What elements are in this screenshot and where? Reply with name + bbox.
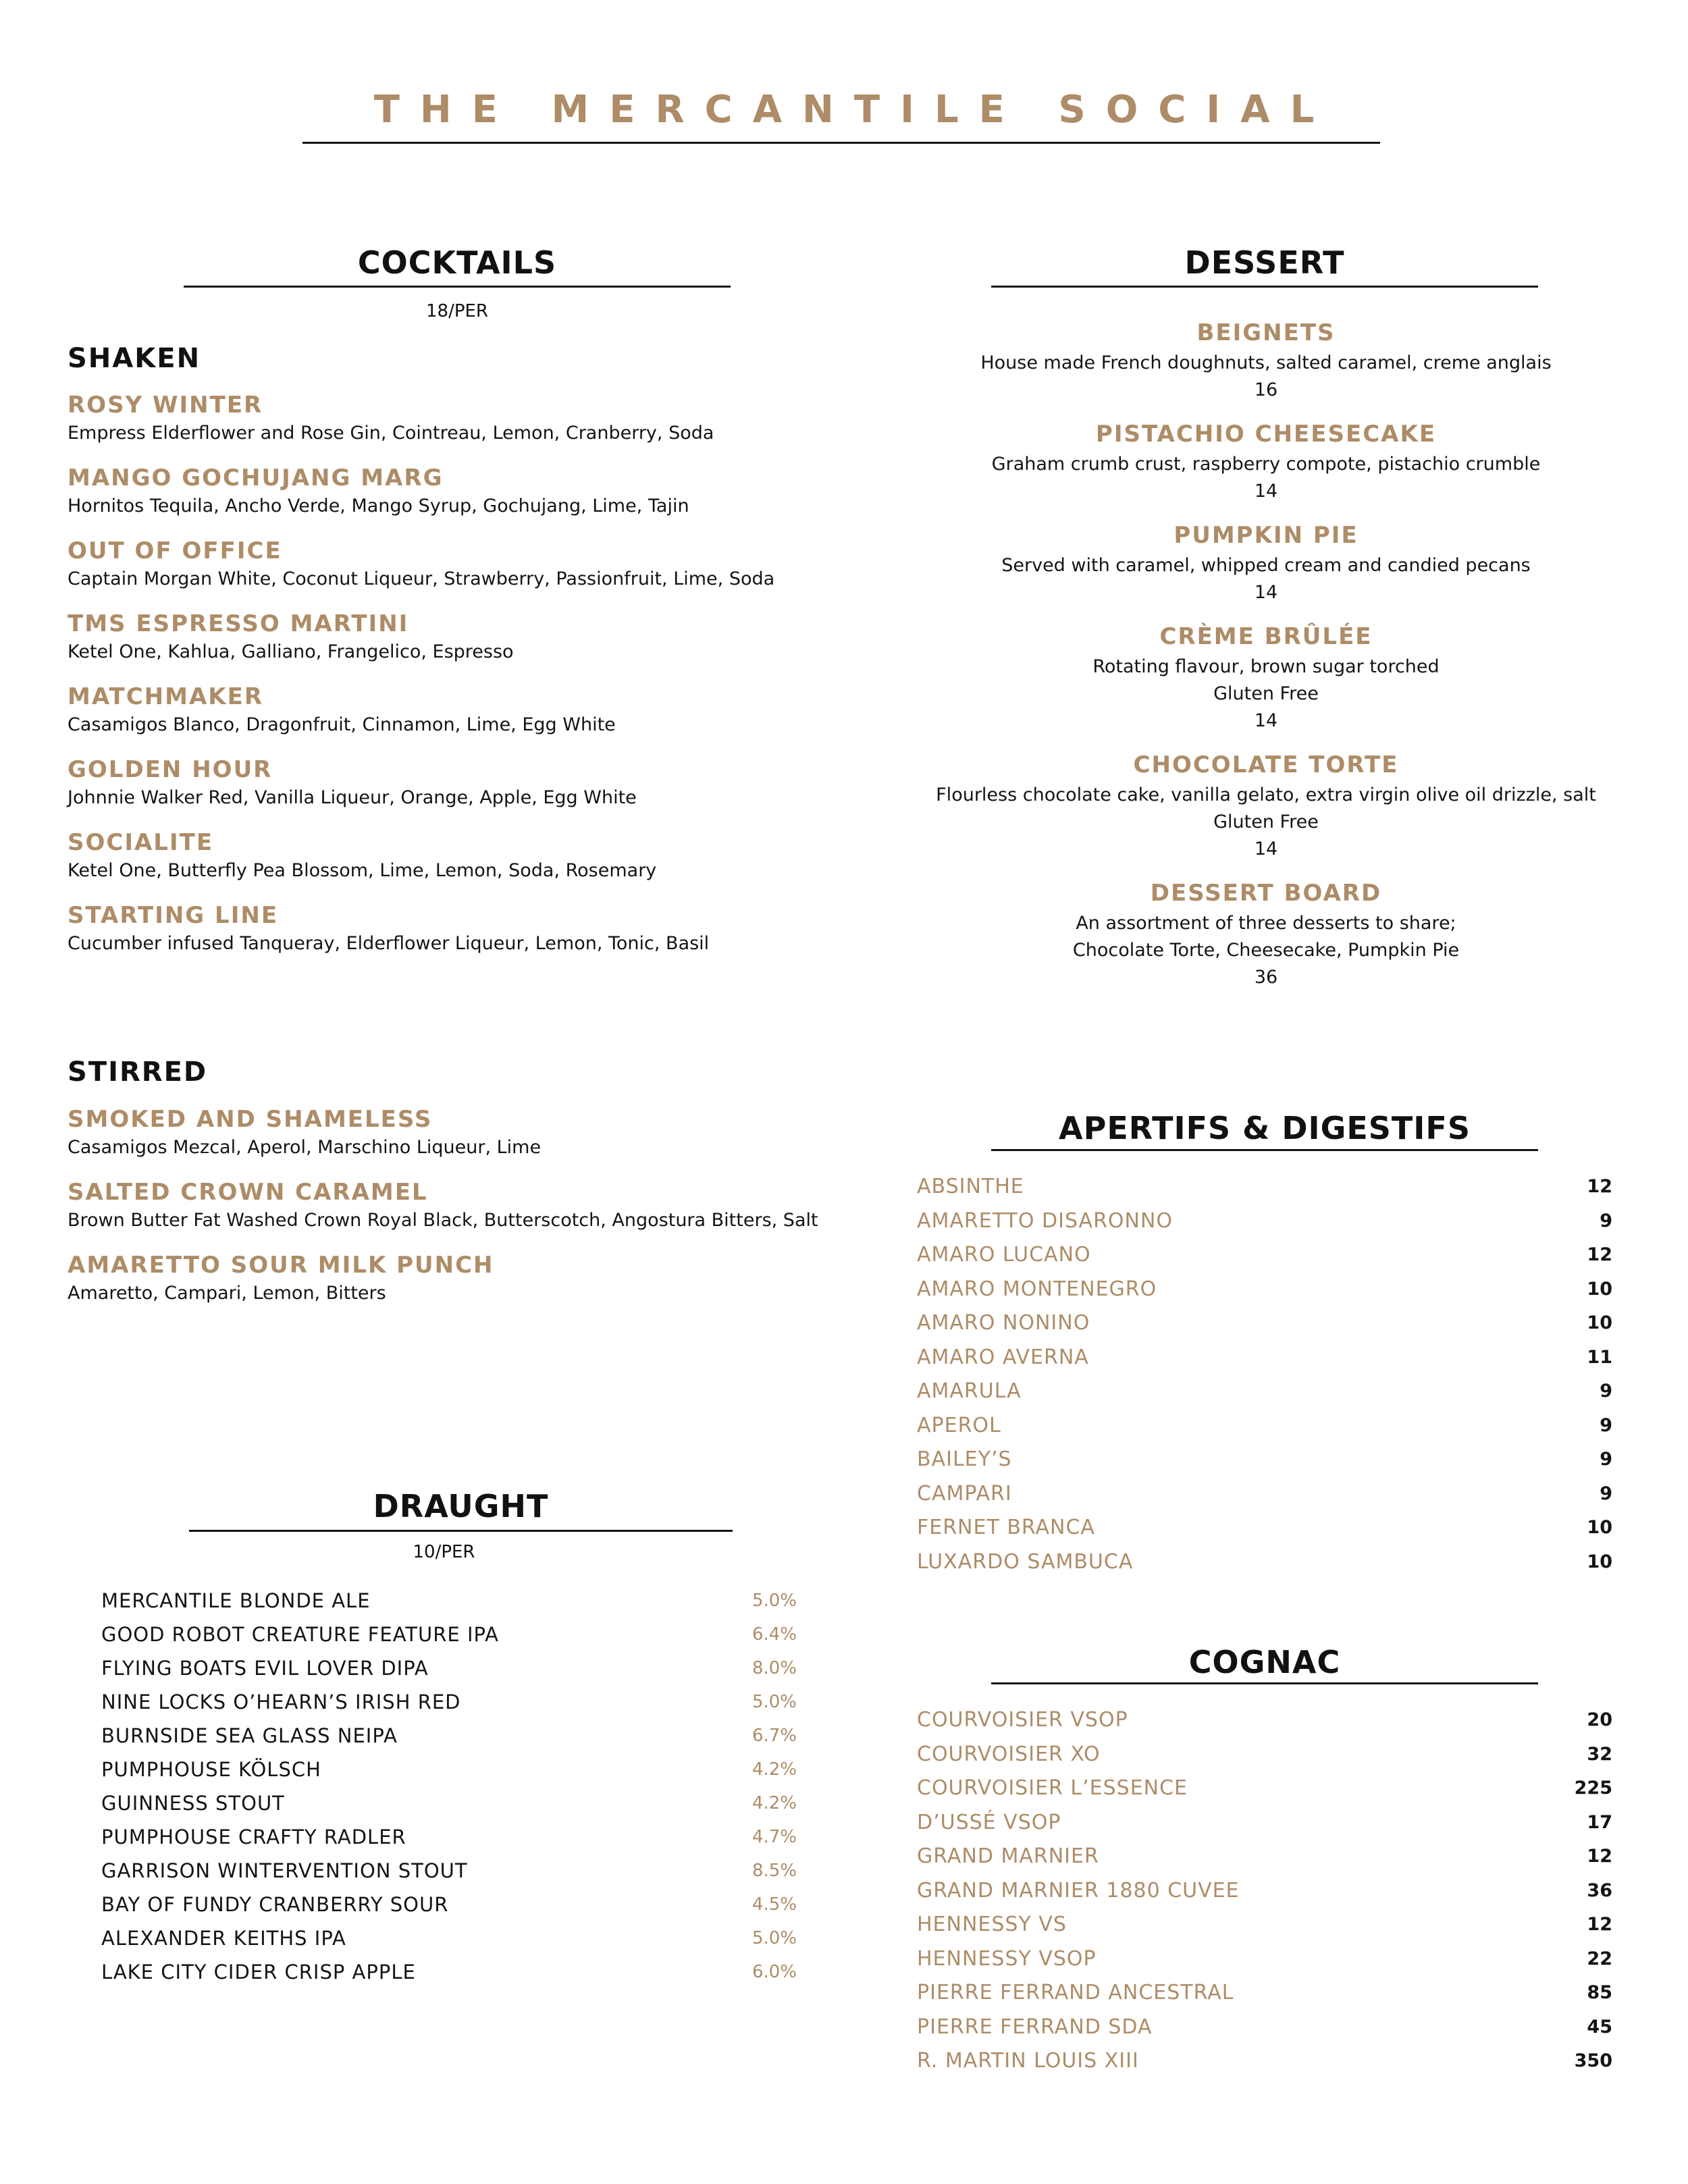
- spirit-price: 9: [1600, 1381, 1612, 1402]
- apertifs-row: [917, 1545, 1612, 1580]
- spirit-name: AMARO NONINO: [917, 1311, 1090, 1335]
- beer-name: LAKE CITY CIDER CRISP APPLE: [101, 1961, 416, 1983]
- spirit-price: 10: [1587, 1312, 1612, 1333]
- beer-name: BURNSIDE SEA GLASS NEIPA: [101, 1724, 398, 1747]
- dessert-item: [878, 417, 1654, 505]
- cognac-row: [917, 1772, 1612, 1806]
- apertifs-row: [917, 1409, 1612, 1443]
- beer-abv: 6.7%: [751, 1726, 797, 1746]
- apertifs-list: [917, 1170, 1612, 1579]
- spirit-name: AMARO AVERNA: [917, 1345, 1089, 1369]
- draught-row: [101, 1888, 797, 1921]
- draught-row: [101, 1955, 797, 1989]
- apertifs-row: [917, 1443, 1612, 1477]
- cocktail-item: [68, 901, 878, 974]
- spirit-price: 10: [1587, 1278, 1612, 1300]
- dessert-note: Gluten Free: [1213, 811, 1319, 832]
- cocktail-name: SOCIALITE: [68, 829, 214, 856]
- spirit-name: COURVOISIER XO: [917, 1742, 1101, 1766]
- dessert-note: Gluten Free: [1213, 683, 1319, 704]
- draught-title: DRAUGHT: [373, 1488, 549, 1524]
- apertifs-title: APERTIFS & DIGESTIFS: [1059, 1110, 1471, 1146]
- cocktail-name: AMARETTO SOUR MILK PUNCH: [68, 1252, 494, 1279]
- cocktail-item: [68, 1104, 878, 1177]
- cocktail-name: GOLDEN HOUR: [68, 756, 273, 783]
- spirit-name: CAMPARI: [917, 1481, 1012, 1506]
- spirit-name: AMARO MONTENEGRO: [917, 1277, 1157, 1301]
- cocktail-item: [68, 682, 878, 755]
- spirit-price: 20: [1587, 1709, 1612, 1730]
- beer-abv: 5.0%: [751, 1591, 797, 1611]
- beer-name: PUMPHOUSE KÖLSCH: [101, 1758, 321, 1781]
- cognac-row: [917, 2010, 1612, 2045]
- apertifs-row: [917, 1273, 1612, 1307]
- draught-row: [101, 1786, 797, 1820]
- restaurant-title: THE MERCANTILE SOCIAL: [373, 88, 1335, 132]
- dessert-title: DESSERT: [1184, 244, 1345, 281]
- cognac-row: [917, 1738, 1612, 1772]
- spirit-name: ABSINTHE: [917, 1175, 1024, 1198]
- spirit-name: FERNET BRANCA: [917, 1516, 1095, 1539]
- dessert-list: [878, 316, 1654, 1005]
- spirit-name: AMARETTO DISARONNO: [917, 1208, 1173, 1233]
- cocktail-item: [68, 463, 878, 536]
- dessert-name: CHOCOLATE TORTE: [1133, 751, 1399, 778]
- draught-row: [101, 1618, 797, 1651]
- draught-divider: [189, 1530, 733, 1532]
- apertifs-divider: [991, 1149, 1538, 1151]
- apertifs-row: [917, 1511, 1612, 1545]
- spirit-price: 85: [1587, 1982, 1612, 2003]
- draught-row: [101, 1820, 797, 1854]
- stirred-list: [68, 1104, 878, 1323]
- spirit-price: 12: [1587, 1176, 1612, 1197]
- spirit-name: D’USSÉ VSOP: [917, 1810, 1061, 1834]
- spirit-price: 9: [1600, 1483, 1612, 1504]
- spirit-price: 32: [1587, 1743, 1612, 1765]
- dessert-item: [878, 316, 1654, 404]
- beer-name: PUMPHOUSE CRAFTY RADLER: [101, 1826, 406, 1848]
- spirit-price: 10: [1587, 1551, 1612, 1572]
- dessert-item: [878, 620, 1654, 735]
- beer-name: BAY OF FUNDY CRANBERRY SOUR: [101, 1893, 449, 1916]
- draught-row: [101, 1584, 797, 1618]
- dessert-price: 14: [1254, 582, 1278, 603]
- cognac-row: [917, 1976, 1612, 2010]
- spirit-name: COURVOISIER L’ESSENCE: [917, 1776, 1188, 1800]
- apertifs-row: [917, 1341, 1612, 1375]
- cocktail-description: Ketel One, Kahlua, Galliano, Frangelico, Espresso: [68, 641, 514, 662]
- cognac-row: [917, 1874, 1612, 1909]
- dessert-description: House made French doughnuts, salted caramel, creme anglais: [980, 352, 1552, 373]
- cocktail-item: [68, 390, 878, 463]
- beer-name: GUINNESS STOUT: [101, 1792, 285, 1815]
- title-divider: [302, 142, 1380, 144]
- cocktail-name: MATCHMAKER: [68, 683, 264, 710]
- apertifs-row: [917, 1204, 1612, 1239]
- spirit-name: GRAND MARNIER 1880 CUVEE: [917, 1878, 1240, 1902]
- draught-list: [101, 1584, 797, 1989]
- apertifs-row: [917, 1306, 1612, 1341]
- dessert-note: Chocolate Torte, Cheesecake, Pumpkin Pie: [1072, 940, 1460, 961]
- cocktail-item: [68, 755, 878, 828]
- dessert-price: 14: [1254, 481, 1278, 502]
- cocktail-description: Cucumber infused Tanqueray, Elderflower Liqueur, Lemon, Tonic, Basil: [68, 933, 710, 954]
- beer-name: ALEXANDER KEITHS IPA: [101, 1927, 346, 1950]
- cocktail-description: Casamigos Blanco, Dragonfruit, Cinnamon, Lime, Egg White: [68, 714, 616, 735]
- beer-name: FLYING BOATS EVIL LOVER DIPA: [101, 1657, 429, 1680]
- dessert-name: PUMPKIN PIE: [1173, 522, 1359, 549]
- spirit-name: BAILEY’S: [917, 1447, 1012, 1471]
- spirit-name: GRAND MARNIER: [917, 1844, 1099, 1868]
- cocktail-description: Empress Elderflower and Rose Gin, Cointreau, Lemon, Cranberry, Soda: [68, 423, 714, 444]
- spirit-price: 45: [1587, 2016, 1612, 2037]
- dessert-item: [878, 876, 1654, 991]
- cocktail-item: [68, 536, 878, 609]
- spirit-price: 350: [1574, 2050, 1612, 2071]
- shaken-list: [68, 390, 878, 974]
- dessert-price: 36: [1254, 967, 1278, 988]
- dessert-price: 14: [1254, 710, 1278, 731]
- shaken-heading: SHAKEN: [68, 343, 201, 374]
- draught-row: [101, 1651, 797, 1685]
- cognac-row: [917, 2044, 1612, 2079]
- dessert-description: Flourless chocolate cake, vanilla gelato, extra virgin olive oil drizzle, salt: [936, 784, 1596, 805]
- spirit-name: APEROL: [917, 1413, 1001, 1437]
- dessert-price: 14: [1254, 838, 1278, 859]
- dessert-divider: [991, 286, 1538, 288]
- spirit-name: LUXARDO SAMBUCA: [917, 1549, 1134, 1574]
- apertifs-row: [917, 1477, 1612, 1512]
- spirit-price: 36: [1587, 1880, 1612, 1901]
- beer-abv: 8.5%: [751, 1861, 797, 1881]
- draught-price: 10/PER: [413, 1542, 475, 1562]
- dessert-name: DESSERT BOARD: [1150, 880, 1382, 907]
- cognac-row: [917, 1806, 1612, 1840]
- spirit-price: 9: [1600, 1449, 1612, 1470]
- cocktail-description: Brown Butter Fat Washed Crown Royal Black, Butterscotch, Angostura Bitters, Salt: [68, 1210, 818, 1231]
- cocktails-price: 18/PER: [425, 301, 488, 321]
- draught-row: [101, 1753, 797, 1786]
- cocktails-title: COCKTAILS: [357, 244, 557, 281]
- cocktail-description: Amaretto, Campari, Lemon, Bitters: [68, 1283, 386, 1304]
- dessert-price: 16: [1254, 379, 1278, 400]
- spirit-price: 10: [1587, 1517, 1612, 1538]
- cognac-divider: [991, 1682, 1538, 1684]
- beer-abv: 6.0%: [751, 1962, 797, 1982]
- beer-abv: 4.5%: [751, 1894, 797, 1915]
- beer-name: GOOD ROBOT CREATURE FEATURE IPA: [101, 1623, 499, 1646]
- apertifs-row: [917, 1238, 1612, 1273]
- beer-abv: 8.0%: [751, 1658, 797, 1678]
- cocktail-item: [68, 1250, 878, 1323]
- cocktail-name: OUT OF OFFICE: [68, 537, 282, 564]
- beer-name: GARRISON WINTERVENTION STOUT: [101, 1859, 468, 1882]
- spirit-price: 12: [1587, 1846, 1612, 1867]
- dessert-item: [878, 518, 1654, 606]
- cocktail-name: ROSY WINTER: [68, 392, 263, 419]
- stirred-heading: STIRRED: [68, 1057, 208, 1088]
- dessert-name: CRÈME BRÛLÉE: [1159, 623, 1373, 650]
- cocktail-name: MANGO GOCHUJANG MARG: [68, 464, 444, 491]
- dessert-description: An assortment of three desserts to share;: [1076, 913, 1456, 934]
- beer-abv: 5.0%: [751, 1928, 797, 1948]
- beer-name: MERCANTILE BLONDE ALE: [101, 1589, 371, 1612]
- cocktail-name: SALTED CROWN CARAMEL: [68, 1179, 428, 1206]
- cocktail-description: Casamigos Mezcal, Aperol, Marschino Liqueur, Lime: [68, 1137, 542, 1158]
- cocktail-description: Captain Morgan White, Coconut Liqueur, Strawberry, Passionfruit, Lime, Soda: [68, 568, 775, 589]
- spirit-name: PIERRE FERRAND ANCESTRAL: [917, 1981, 1234, 2004]
- dessert-description: Rotating flavour, brown sugar torched: [1092, 656, 1440, 677]
- dessert-item: [878, 748, 1654, 863]
- spirit-price: 12: [1587, 1244, 1612, 1265]
- cocktail-name: STARTING LINE: [68, 902, 279, 929]
- beer-abv: 5.0%: [751, 1692, 797, 1712]
- beer-name: NINE LOCKS O’HEARN’S IRISH RED: [101, 1690, 461, 1713]
- cocktail-name: SMOKED AND SHAMELESS: [68, 1106, 433, 1133]
- cognac-row: [917, 1840, 1612, 1874]
- cocktail-description: Johnnie Walker Red, Vanilla Liqueur, Orange, Apple, Egg White: [68, 787, 637, 808]
- beer-abv: 4.2%: [751, 1759, 797, 1780]
- cognac-title: COGNAC: [1188, 1644, 1341, 1680]
- spirit-name: PIERRE FERRAND SDA: [917, 2015, 1153, 2039]
- spirit-name: COURVOISIER VSOP: [917, 1708, 1128, 1732]
- cocktail-name: TMS ESPRESSO MARTINI: [68, 610, 409, 637]
- cognac-row: [917, 1703, 1612, 1738]
- spirit-name: HENNESSY VSOP: [917, 1946, 1097, 1971]
- spirit-name: R. MARTIN LOUIS XIII: [917, 2049, 1139, 2073]
- dessert-description: Served with caramel, whipped cream and candied pecans: [1001, 555, 1531, 576]
- cocktail-item: [68, 1177, 878, 1250]
- dessert-name: BEIGNETS: [1196, 319, 1336, 346]
- draught-row: [101, 1719, 797, 1753]
- cocktail-description: Hornitos Tequila, Ancho Verde, Mango Syrup, Gochujang, Lime, Tajin: [68, 496, 689, 516]
- apertifs-row: [917, 1375, 1612, 1409]
- spirit-price: 12: [1587, 1914, 1612, 1935]
- draught-row: [101, 1685, 797, 1719]
- draught-row: [101, 1921, 797, 1955]
- cocktails-divider: [184, 286, 731, 288]
- cocktail-item: [68, 609, 878, 682]
- cognac-list: [917, 1703, 1612, 2079]
- dessert-description: Graham crumb crust, raspberry compote, pistachio crumble: [991, 454, 1541, 475]
- cognac-row: [917, 1908, 1612, 1942]
- beer-abv: 4.2%: [751, 1793, 797, 1813]
- spirit-name: AMARULA: [917, 1379, 1022, 1403]
- spirit-price: 9: [1600, 1414, 1612, 1436]
- spirit-price: 17: [1587, 1811, 1612, 1833]
- spirit-name: HENNESSY VS: [917, 1913, 1067, 1936]
- spirit-price: 9: [1600, 1210, 1612, 1231]
- apertifs-row: [917, 1170, 1612, 1204]
- cognac-row: [917, 1942, 1612, 1977]
- draught-row: [101, 1854, 797, 1888]
- dessert-name: PISTACHIO CHEESECAKE: [1095, 421, 1437, 448]
- beer-abv: 6.4%: [751, 1624, 797, 1645]
- cocktail-item: [68, 828, 878, 901]
- spirit-price: 22: [1587, 1948, 1612, 1969]
- beer-abv: 4.7%: [751, 1827, 797, 1847]
- cocktail-description: Ketel One, Butterfly Pea Blossom, Lime, Lemon, Soda, Rosemary: [68, 860, 657, 881]
- spirit-name: AMARO LUCANO: [917, 1243, 1091, 1267]
- spirit-price: 225: [1574, 1778, 1612, 1799]
- spirit-price: 11: [1587, 1346, 1612, 1368]
